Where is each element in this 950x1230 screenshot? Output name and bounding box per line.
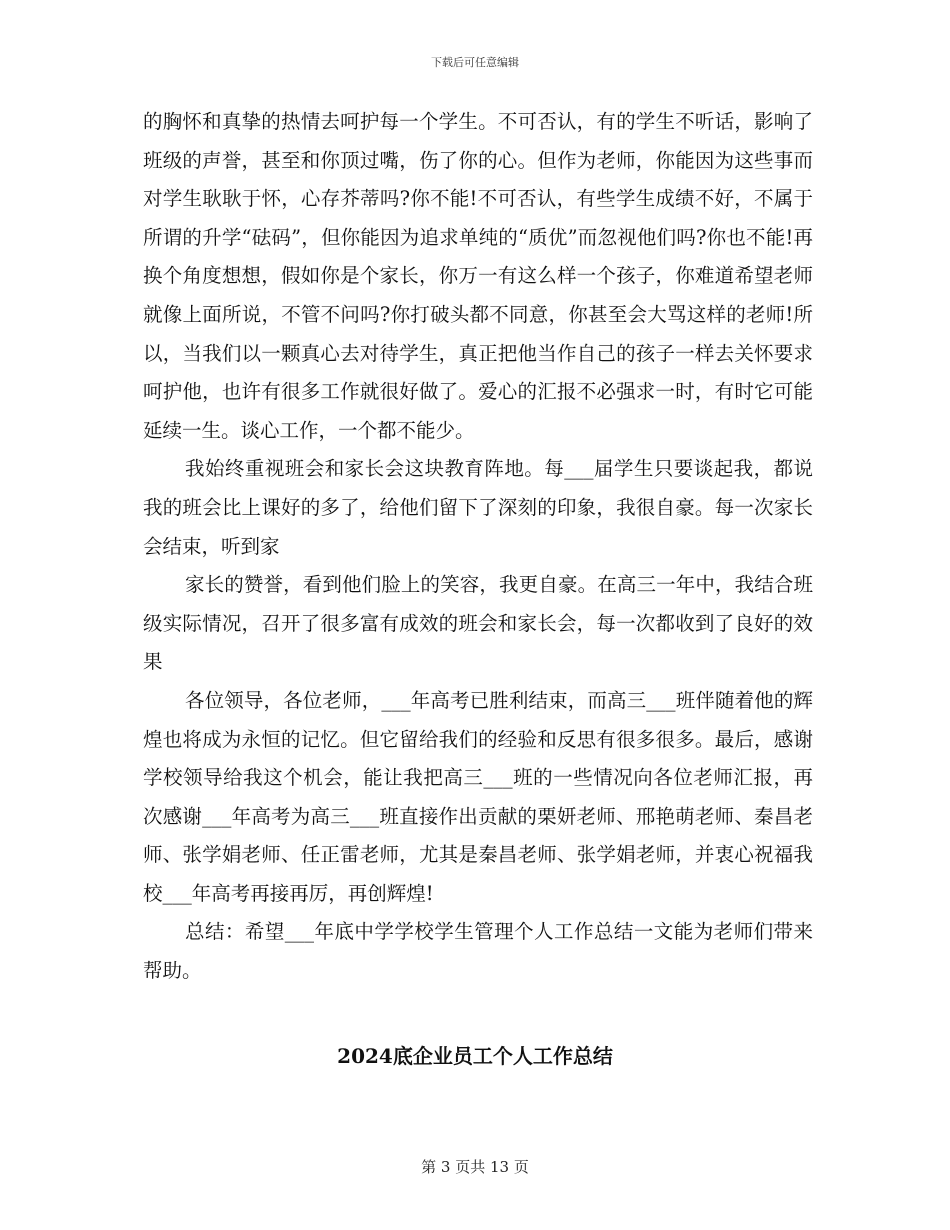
section-title: 2024底企业员工个人工作总结 [337, 1044, 613, 1068]
page-number: 第 3 页共 13 页 [421, 1158, 529, 1176]
paragraph-4: 各位领导，各位老师，___年高考已胜利结束，而高三___班伴随着他的辉煌也将成为永恒的记忆。但它留给我们的经验和反思有很多很多。最后，感谢学校领导给我这个机会，能让我把高三___班的一些情况向各位老师汇报，再次感谢___年高考为高三___班直接作出贡献的栗妍老师、邢艳萌老师、秦昌老师、张学娟老师、任正雷老师，尤其是秦昌老师、张学娟老师，并衷心祝福我校___年高考再接再厉，再创辉煌! [143, 688, 813, 905]
paragraph-5: 总结：希望___年底中学学校学生管理个人工作总结一文能为老师们带来帮助。 [143, 920, 813, 983]
paragraph-3: 家长的赞誉，看到他们脸上的笑容，我更自豪。在高三一年中，我结合班级实际情况，召开了很多富有成效的班会和家长会，每一次都收到了良好的效果 [143, 573, 813, 674]
paragraph-1: 的胸怀和真挚的热情去呵护每一个学生。不可否认，有的学生不听话，影响了班级的声誉，甚至和你顶过嘴，伤了你的心。但作为老师，你能因为这些事而对学生耿耿于怀，心存芥蒂吗?你不能!不可否认，有些学生成绩不好，不属于所谓的升学“砝码”，但你能因为追求单纯的“质优”而忽视他们吗?你也不能!再换个角度想想，假如你是个家长，你万一有这么样一个孩子，你难道希望老师就像上面所说，不管不问吗?你打破头都不同意，你甚至会大骂这样的老师!所以，当我们以一颗真心去对待学生，真正把他当作自己的孩子一样去关怀要求呵护他，也许有很多工作就很好做了。爱心的汇报不必强求一时，有时它可能延续一生。谈心工作，一个都不能少。 [143, 110, 813, 442]
paragraph-2: 我始终重视班会和家长会这块教育阵地。每___届学生只要谈起我，都说我的班会比上课好的多了，给他们留下了深刻的印象，我很自豪。每一次家长会结束，听到家 [143, 457, 813, 558]
document-body [143, 103, 813, 991]
page-header: 下载后可任意编辑 [431, 56, 519, 69]
